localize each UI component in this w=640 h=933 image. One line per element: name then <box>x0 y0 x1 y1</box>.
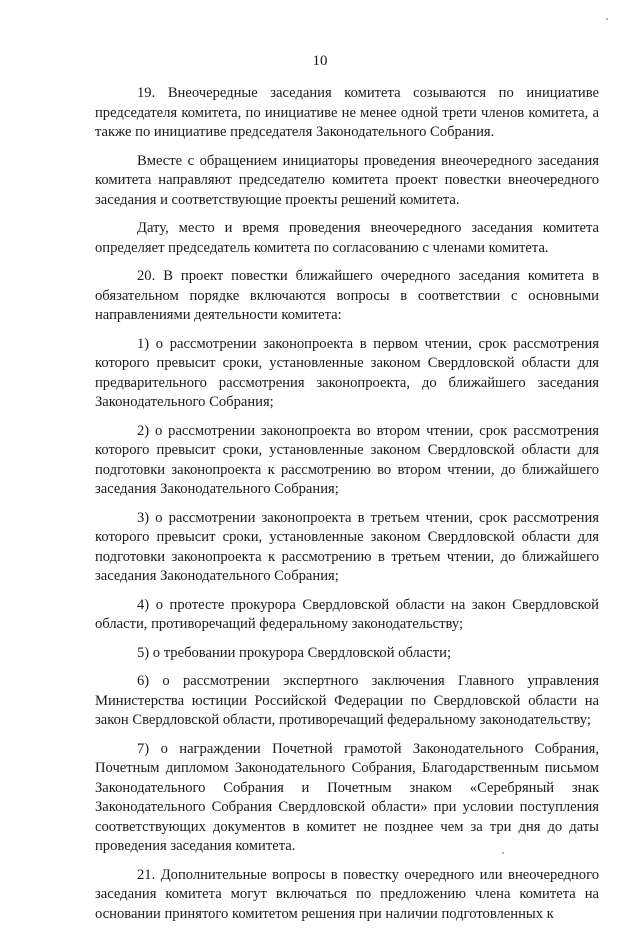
list-item-3: 3) о рассмотрении законопроекта в третьем чтении, срок рассмотрения которого превысит сроки, установленные законом Свердловской области для подготовки законопроекта к рассмотрению в третьем чтении, до ближайшего заседания Законодательного Собрания; <box>95 509 599 584</box>
paragraph-19: 19. Внеочередные заседания комитета созываются по инициативе председателя комитета, по инициативе не менее одной трети членов комитета, а также по инициативе председателя Законодательного Собрания. <box>95 85 599 140</box>
scan-speck <box>606 18 608 20</box>
paragraph-20: 20. В проект повестки ближайшего очередного заседания комитета в обязательном порядке включаются вопросы в соответствии с основными направлениями деятельности комитета: <box>95 268 599 323</box>
document-body <box>95 84 599 933</box>
list-item-1: 1) о рассмотрении законопроекта в первом чтении, срок рассмотрения которого превысит сроки, установленные законом Свердловской области для предварительного рассмотрения законопроекта, до ближайшего заседания Законодательного Собрания; <box>95 335 599 410</box>
list-item-2: 2) о рассмотрении законопроекта во втором чтении, срок рассмотрения которого превысит сроки, установленные законом Свердловской области для подготовки законопроекта к рассмотрению во втором чтении, до ближайшего заседания Законодательного Собрания; <box>95 422 599 497</box>
paragraph-21: 21. Дополнительные вопросы в повестку очередного или внеочередного заседания комитета могут включаться по предложению члена комитета на основании принятого комитетом решения при наличии подготовленных к <box>95 866 599 922</box>
paragraph-19-extraordinary-request: Вместе с обращением инициаторы проведения внеочередного заседания комитета направляют председателю комитета проект повестки внеочередного заседания и соответствующие проекты решений комитета. <box>95 152 599 208</box>
scan-speck <box>502 852 504 854</box>
list-item-5: 5) о требовании прокурора Свердловской области; <box>137 644 452 661</box>
list-item-7: 7) о награждении Почетной грамотой Законодательного Собрания, Почетным дипломом Законодательного Собрания, Благодарственным письмом Законодательного Собрания и Почетным знаком «Серебряный знак Законодательного Собрания Свердловской области» при условии поступления соответствующих документов в комитет не позднее чем за три дня до даты проведения заседания комитета. <box>95 740 599 854</box>
list-item-6: 6) о рассмотрении экспертного заключения Главного управления Министерства юстиции Российской Федерации по Свердловской области на закон Свердловской области, противоречащий федеральному законодательству; <box>95 673 599 728</box>
list-item-4: 4) о протесте прокурора Свердловской области на закон Свердловской области, противоречащий федеральному законодательству; <box>95 596 599 632</box>
page-number: 10 <box>312 53 328 69</box>
paragraph-19-date-place: Дату, место и время проведения внеочередного заседания комитета определяет председатель комитета по согласованию с членами комитета. <box>95 220 599 256</box>
